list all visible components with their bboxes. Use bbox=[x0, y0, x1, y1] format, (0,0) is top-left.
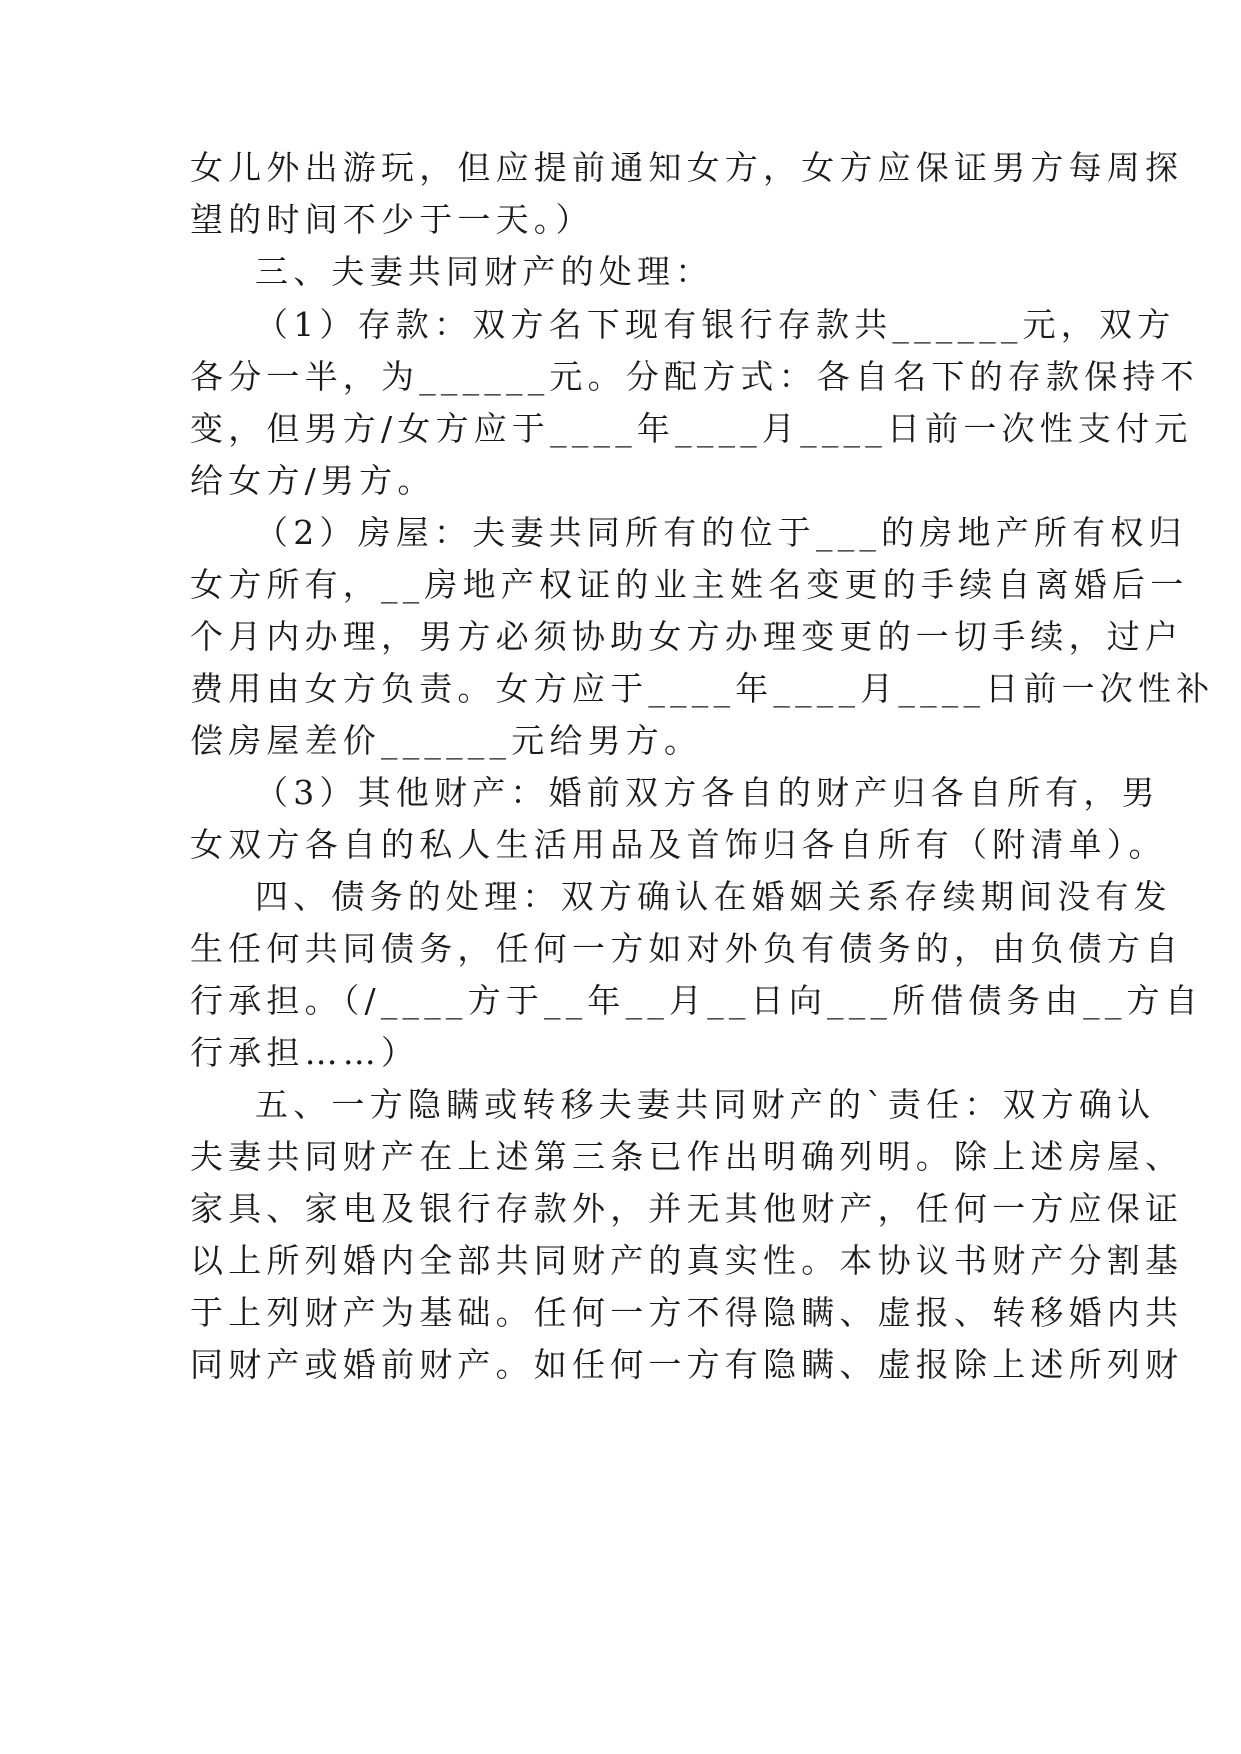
paragraph-line: （2）房屋：夫妻共同所有的位于___的房地产所有权归 bbox=[255, 513, 1187, 552]
paragraph-line: 女儿外出游玩，但应提前通知女方，女方应保证男方每周探 bbox=[190, 148, 1184, 187]
paragraph-line: 望的时间不少于一天。） bbox=[190, 200, 594, 239]
paragraph-line: 给女方/男方。 bbox=[190, 461, 436, 500]
paragraph-line: 个月内办理，男方必须协助女方办理变更的一切手续，过户 bbox=[190, 617, 1184, 656]
paragraph-line: 各分一半，为______元。分配方式：各自名下的存款保持不 bbox=[190, 357, 1199, 396]
paragraph-line: （3）其他财产：婚前双方各自的财产归各自所有，男 bbox=[255, 773, 1160, 812]
paragraph-line: 变，但男方/女方应于____年____月____日前一次性支付元 bbox=[190, 409, 1193, 448]
paragraph-line: 于上列财产为基础。任何一方不得隐瞒、虚报、转移婚内共 bbox=[190, 1293, 1184, 1332]
paragraph-line: 女双方各自的私人生活用品及首饰归各自所有（附清单）。 bbox=[190, 825, 1167, 864]
paragraph-line: 女方所有，__房地产权证的业主姓名变更的手续自离婚后一 bbox=[190, 565, 1189, 604]
paragraph-line: 夫妻共同财产在上述第三条已作出明确列明。除上述房屋、 bbox=[190, 1137, 1184, 1176]
paragraph-line: 生任何共同债务，任何一方如对外负有债务的，由负债方自 bbox=[190, 929, 1184, 968]
section-heading: 五、一方隐瞒或转移夫妻共同财产的`责任：双方确认 bbox=[255, 1085, 1156, 1124]
paragraph-line: 同财产或婚前财产。如任何一方有隐瞒、虚报除上述所列财 bbox=[190, 1345, 1184, 1384]
paragraph-line: 家具、家电及银行存款外，并无其他财产，任何一方应保证 bbox=[190, 1189, 1184, 1228]
paragraph-line: 以上所列婚内全部共同财产的真实性。本协议书财产分割基 bbox=[190, 1241, 1184, 1280]
paragraph-line: 偿房屋差价______元给男方。 bbox=[190, 721, 703, 760]
paragraph-line: 行承担。（/____方于__年__月__日向___所借债务由__方自 bbox=[190, 981, 1203, 1020]
paragraph-line: （1）存款：双方名下现有银行存款共______元，双方 bbox=[255, 305, 1176, 344]
paragraph-line: 行承担……） bbox=[190, 1033, 420, 1072]
section-heading: 三、夫妻共同财产的处理： bbox=[255, 252, 714, 291]
section-heading: 四、债务的处理：双方确认在婚姻关系存续期间没有发 bbox=[255, 877, 1172, 916]
paragraph-line: 费用由女方负责。女方应于____年____月____日前一次性补 bbox=[190, 669, 1215, 708]
